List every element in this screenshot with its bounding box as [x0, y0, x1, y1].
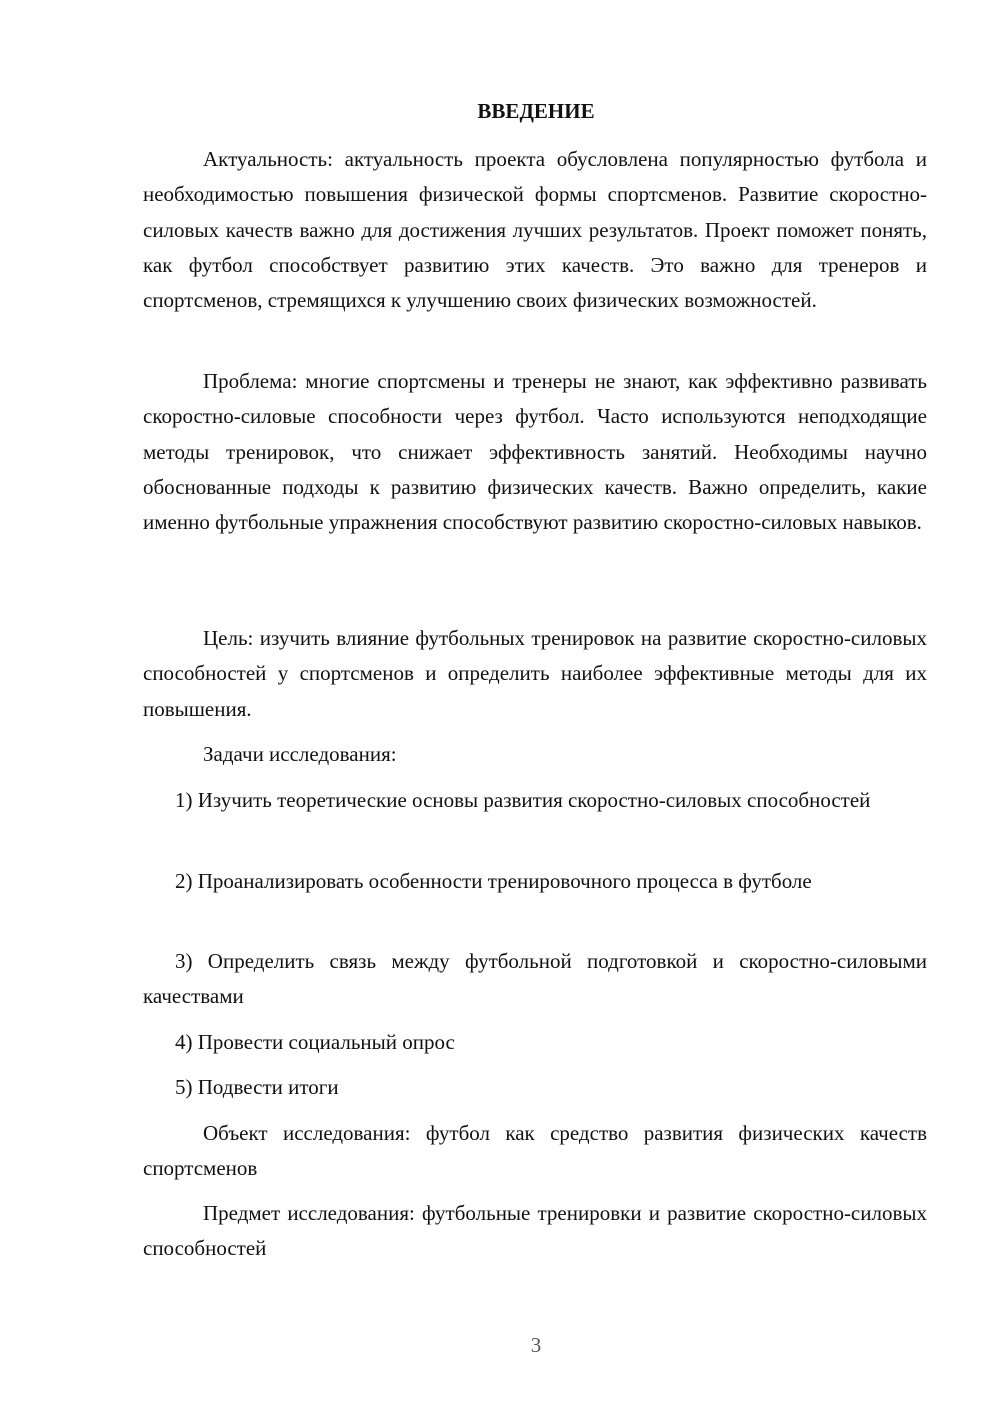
task-item-4: 4) Провести социальный опрос [175, 1030, 455, 1054]
paragraph-subject: Предмет исследования: футбольные тренировки и развитие скоростно-силовых способностей [143, 1201, 927, 1261]
section-heading: ВВЕДЕНИЕ [477, 99, 595, 123]
task-item-1: 1) Изучить теоретические основы развития скоростно-силовых способностей [175, 788, 871, 812]
paragraph-tasks-heading: Задачи исследования: [203, 742, 397, 766]
task-item-2: 2) Проанализировать особенности тренировочного процесса в футболе [175, 869, 812, 893]
paragraph-object: Объект исследования: футбол как средство развития физических качеств спортсменов [143, 1121, 927, 1181]
paragraph-goal: Цель: изучить влияние футбольных тренировок на развитие скоростно-силовых способностей у спортсменов и определить наиболее эффективные методы для их повышения. [143, 626, 927, 721]
page-number: 3 [530, 1333, 542, 1357]
task-item-5: 5) Подвести итоги [175, 1075, 339, 1099]
task-item-3: 3) Определить связь между футбольной подготовкой и скоростно-силовыми качествами [143, 949, 927, 1009]
paragraph-problem: Проблема: многие спортсмены и тренеры не знают, как эффективно развивать скоростно-силовые способности через футбол. Часто используются неподходящие методы тренировок, что снижает эффективность занятий. Необходимы научно обоснованные подходы к развитию физических качеств. Важно определить, какие именно футбольные упражнения способствуют развитию скоростно-силовых навыков. [143, 369, 927, 535]
paragraph-relevance: Актуальность: актуальность проекта обусловлена популярностью футбола и необходимостью повышения физической формы спортсменов. Развитие скоростно-силовых качеств важно для достижения лучших результатов. Проект поможет понять, как футбол способствует развитию этих качеств. Это важно для тренеров и спортсменов, стремящихся к улучшению своих физических возможностей. [143, 147, 927, 313]
